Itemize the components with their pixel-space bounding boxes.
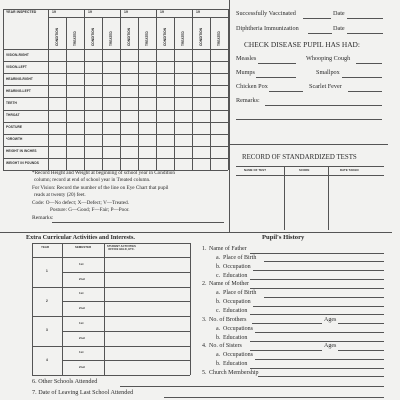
- col-label-treated: TREATED: [181, 31, 185, 46]
- year-prefix: 19: [88, 10, 92, 14]
- vaccinated-date-line: [347, 18, 383, 19]
- history-item-label: Occupations: [223, 352, 253, 359]
- sub-col-sep: [102, 17, 103, 170]
- diphtheria-line: [308, 33, 332, 34]
- extra-col-activities: STUDENT ACTIVITIES OFFICE HELD, ETC.: [107, 245, 136, 252]
- health-inspection-table: [0, 0, 232, 170]
- whooping-cough-line: [356, 63, 382, 64]
- history-fill-line: [255, 359, 384, 360]
- history-fill-line: [264, 297, 385, 298]
- history-item-number: 5.: [202, 369, 207, 376]
- chickenpox-line: [269, 91, 303, 92]
- extra-semester-1st: 1st: [79, 320, 84, 325]
- history-item-label: Occupation: [223, 299, 251, 306]
- extra-col-semester: SEMESTER: [75, 245, 92, 249]
- history-item-label: Education: [223, 334, 248, 341]
- extra-right-border: [190, 243, 191, 375]
- row-label-hearing-left: HEARING-LEFT: [6, 88, 31, 93]
- other-schools-label: 6. Other Schools Attended: [32, 378, 98, 385]
- col-label-treated: TREATED: [145, 31, 149, 46]
- extra-top-line: [32, 243, 190, 244]
- tests-top-line: [236, 166, 384, 167]
- row-line: [3, 61, 228, 62]
- tests-col-score: SCORE: [299, 168, 310, 172]
- tests-heading: RECORD OF STANDARDIZED TESTS: [242, 154, 357, 161]
- col-label-condition: CONDITION: [199, 28, 203, 46]
- smallpox-line: [342, 77, 382, 78]
- col-label-condition: CONDITION: [163, 28, 167, 46]
- col-label-treated: TREATED: [217, 31, 221, 46]
- code-note: Code: O—No defect; X—Defect; V—Treated.: [32, 200, 129, 206]
- row-line: [3, 110, 228, 111]
- history-item-label: Education: [223, 361, 248, 368]
- year-prefix: 19: [196, 10, 200, 14]
- left-remarks-label: Remarks:: [32, 215, 54, 221]
- measles-label: Measles: [236, 55, 257, 62]
- extra-semester-1st: 1st: [79, 261, 84, 266]
- history-item-number: c.: [216, 307, 221, 314]
- extra-col-year: YEAR: [41, 245, 50, 249]
- history-item-number: 3.: [202, 316, 207, 323]
- chickenpox-label: Chicken Pox: [236, 83, 268, 90]
- history-item-label: No. of Brothers: [209, 316, 247, 323]
- history-item-label: Education: [223, 272, 248, 279]
- left-remarks-line: [52, 222, 224, 223]
- vaccinated-line: [303, 18, 331, 19]
- extra-semester-1st: 1st: [79, 291, 84, 296]
- col-label-treated: TREATED: [109, 31, 113, 46]
- history-item-number: a.: [216, 325, 221, 332]
- extra-year-line: [32, 346, 190, 347]
- history-item-label: No. of Sisters: [209, 343, 242, 350]
- vision-note-line2: reads at twenty (20) feet.: [34, 192, 86, 198]
- extra-year-4: 4: [46, 357, 48, 362]
- row-label-vision-right: VISION-RIGHT: [6, 52, 29, 57]
- extra-sep-2: [104, 243, 105, 375]
- history-fill-line: [258, 376, 384, 377]
- row-label-hearing-right: HEARING-RIGHT: [6, 76, 33, 81]
- history-item-number: 2.: [202, 281, 207, 288]
- year-inspected-label: YEAR INSPECTED: [6, 10, 37, 14]
- extra-curricular-heading: Extra Curricular Activities and Interests.: [26, 234, 135, 241]
- sub-col-sep: [138, 17, 139, 170]
- middle-divider: [0, 232, 392, 233]
- history-fill-line: [264, 261, 385, 262]
- vision-note-line1: For Vision: Record the number of the line on Eye Chart that pupil: [32, 185, 169, 191]
- history-fill-line: [250, 288, 385, 289]
- year-prefix: 19: [52, 10, 56, 14]
- history-item-number: 1.: [202, 246, 207, 252]
- sub-col-sep: [66, 17, 67, 170]
- diphtheria-label: Diphtheria Immunization: [236, 25, 299, 32]
- extra-year-3: 3: [46, 328, 48, 333]
- right-section-divider: [230, 144, 388, 145]
- diphtheria-date-line: [347, 33, 383, 34]
- history-ages-line: [338, 350, 384, 351]
- sub-col-sep: [210, 17, 211, 170]
- row-label-teeth: TEETH: [6, 100, 17, 105]
- mumps-line: [256, 77, 296, 78]
- history-item-number: b.: [216, 361, 221, 368]
- row-label-posture: POSTURE: [6, 125, 23, 130]
- col-label-condition: CONDITION: [127, 28, 131, 46]
- date-leaving-line: [164, 397, 384, 398]
- extra-year-line: [32, 375, 190, 376]
- history-item-label: Church Membership: [209, 369, 259, 376]
- history-item-number: a.: [216, 352, 221, 359]
- row-line: [3, 122, 228, 123]
- growth-footnote-line1: *Record Height and Weight at beginning of school year in Condition: [32, 170, 175, 176]
- extra-year-line: [32, 316, 190, 317]
- col-label-condition: CONDITION: [55, 28, 59, 46]
- tests-sep-2: [328, 166, 329, 230]
- extra-curricular-table: [32, 243, 190, 375]
- extra-semester-split: [62, 331, 190, 332]
- extra-year-1: 1: [46, 269, 48, 274]
- row-label-height-in-inches: HEIGHT IN INCHES: [6, 149, 37, 154]
- row-line: [3, 134, 228, 135]
- whooping-cough-label: Whooping Cough: [306, 55, 351, 62]
- growth-footnote-line2: column; record at end of school year in Treated column.: [34, 177, 151, 183]
- vaccinated-date-label: Date: [333, 10, 345, 17]
- col-label-condition: CONDITION: [91, 28, 95, 46]
- history-ages-line: [338, 323, 384, 324]
- history-fill-line: [253, 270, 385, 271]
- row-label-vision-left: VISION-LEFT: [6, 64, 27, 69]
- tests-header-line: [236, 175, 384, 176]
- scarlet-fever-label: Scarlet Fever: [309, 83, 342, 90]
- posture-note: Posture: G—Good; F—Fair; P—Poor.: [50, 207, 130, 213]
- row-label-growth: *GROWTH: [6, 137, 23, 142]
- history-item-number: a.: [216, 254, 221, 261]
- extra-semester-2nd: 2nd: [79, 276, 85, 281]
- row-line: [3, 85, 228, 86]
- tests-col-date: DATE TAKEN: [340, 168, 359, 172]
- right-remarks-line1: [265, 105, 382, 106]
- smallpox-label: Smallpox: [316, 69, 340, 76]
- extra-semester-2nd: 2nd: [79, 306, 85, 311]
- extra-semester-2nd: 2nd: [79, 365, 85, 370]
- tests-table: [236, 166, 384, 230]
- history-item-number: b.: [216, 263, 221, 270]
- col-label-treated: TREATED: [73, 31, 77, 46]
- history-item-label: Occupations: [223, 325, 253, 332]
- extra-left-border: [32, 243, 33, 375]
- history-fill-line: [250, 253, 385, 254]
- check-disease-heading: CHECK DISEASE PUPIL HAS HAD:: [244, 40, 360, 49]
- history-fill-line: [250, 341, 384, 342]
- history-fill-line: [253, 306, 385, 307]
- mumps-label: Mumps: [236, 69, 255, 76]
- extra-header-line: [32, 257, 190, 258]
- extra-semester-split: [62, 272, 190, 273]
- diphtheria-date-label: Date: [333, 25, 345, 32]
- history-item-label: Place of Birth: [223, 254, 257, 261]
- scarlet-fever-line: [348, 91, 382, 92]
- history-item-label: Name of Mother: [209, 281, 249, 288]
- right-remarks-label: Remarks:: [236, 97, 260, 104]
- history-item-label: Name of Father: [209, 246, 247, 252]
- history-ages-label: Ages: [324, 343, 337, 350]
- pupils-history-heading: Pupil's History: [262, 234, 305, 241]
- history-item-number: c.: [216, 272, 221, 279]
- history-fill-line: [250, 350, 323, 351]
- row-line: [3, 97, 228, 98]
- extra-year-line: [32, 287, 190, 288]
- other-schools-line: [120, 386, 384, 387]
- row-line: [3, 146, 228, 147]
- history-fill-line: [255, 332, 384, 333]
- row-line: [3, 158, 228, 159]
- history-item-number: b.: [216, 299, 221, 306]
- history-fill-line: [250, 368, 384, 369]
- year-prefix: 19: [124, 10, 128, 14]
- center-divider: [229, 0, 230, 232]
- history-item-number: b.: [216, 334, 221, 341]
- vaccinated-label: Successfully Vaccinated: [236, 10, 296, 17]
- history-item-label: Education: [223, 307, 248, 314]
- extra-year-2: 2: [46, 298, 48, 303]
- year-prefix: 19: [160, 10, 164, 14]
- history-item-label: Occupation: [223, 263, 251, 270]
- extra-semester-2nd: 2nd: [79, 335, 85, 340]
- row-label-weight-in-pounds: WEIGHT IN POUNDS: [6, 161, 39, 166]
- date-leaving-label: 7. Date of Leaving Last School Attended: [32, 389, 134, 396]
- history-item-label: Place of Birth: [223, 290, 257, 297]
- header-bottom-line: [3, 49, 228, 50]
- history-item-number: 4.: [202, 343, 207, 350]
- extra-sep-1: [62, 243, 63, 375]
- measles-line: [258, 63, 296, 64]
- history-fill-line: [250, 314, 384, 315]
- right-remarks-line2: [236, 119, 382, 120]
- extra-semester-1st: 1st: [79, 350, 84, 355]
- extra-semester-split: [62, 301, 190, 302]
- history-item-number: a.: [216, 290, 221, 297]
- tests-col-name: NAME OF TEST: [244, 168, 267, 172]
- extra-semester-split: [62, 360, 190, 361]
- tests-sep-1: [284, 166, 285, 230]
- sub-col-sep: [174, 17, 175, 170]
- history-fill-line: [252, 323, 322, 324]
- row-label-throat: THROAT: [6, 113, 20, 117]
- table-top-border: [3, 9, 228, 10]
- history-ages-label: Ages: [324, 316, 337, 323]
- row-line: [3, 73, 228, 74]
- history-fill-line: [250, 279, 384, 280]
